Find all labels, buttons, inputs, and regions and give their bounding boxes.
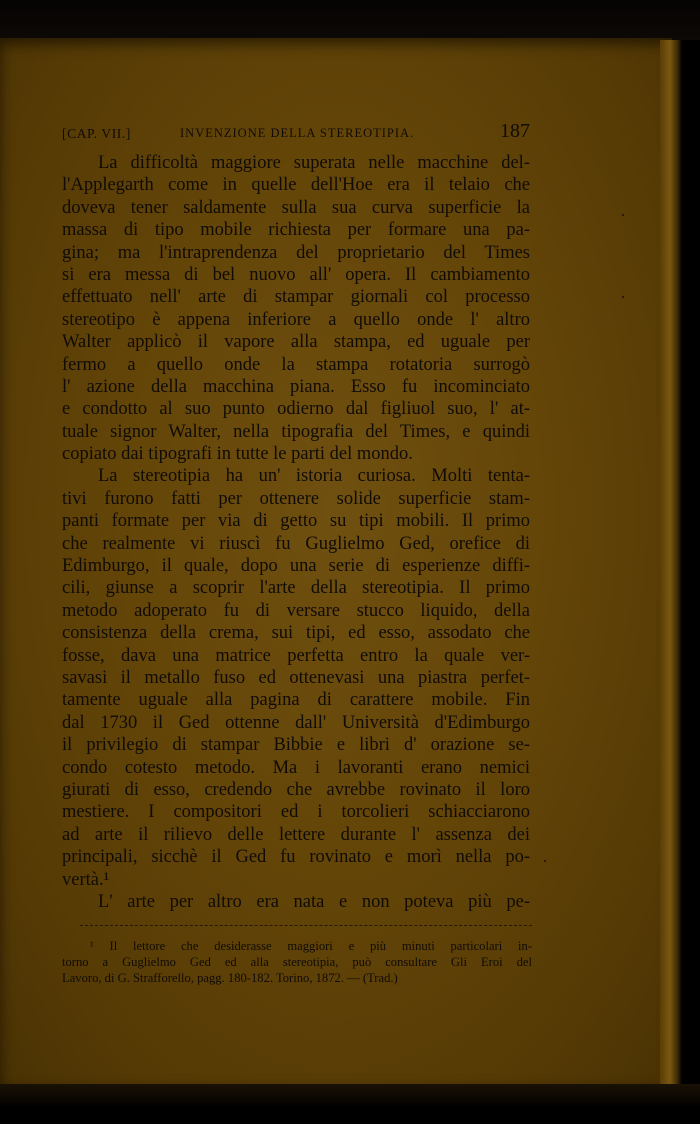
page-number: 187	[500, 120, 530, 142]
footnote	[62, 938, 532, 986]
text-line: e condotto al suo punto odierno dal figliuol suo, l' at-	[62, 399, 530, 420]
page-speck	[622, 214, 624, 216]
text-line: panti formate per via di getto su tipi mobili. Il primo	[62, 511, 530, 532]
text-line: fosse, dava una matrice perfetta entro la quale ver-	[62, 645, 530, 666]
text-line: gina; ma l'intraprendenza del proprietario del Times	[62, 242, 530, 263]
footnote-line: torno a Guglielmo Ged ed alla stereotipia, può consultare Gli Eroi del	[62, 955, 532, 969]
text-line: Edimburgo, il quale, dopo una serie di esperienze diffi-	[62, 556, 530, 577]
text-line: dal 1730 il Ged ottenne dall' Università d'Edimburgo	[62, 712, 530, 733]
text-line: principali, sicchè il Ged fu rovinato e morì nella po-	[62, 847, 530, 868]
text-line: tuale signor Walter, nella tipografia del Times, e quindi	[62, 421, 530, 442]
text-line: condo cotesto metodo. Ma i lavoranti erano nemici	[62, 757, 530, 778]
text-line: fermo a quello onde la stampa rotatoria surrogò	[62, 354, 530, 375]
scan-bottom-border	[0, 1084, 700, 1124]
body-text	[62, 152, 530, 913]
page-speck	[622, 296, 624, 298]
text-line: consistenza della crema, sui tipi, ed esso, assodato che	[62, 623, 530, 644]
text-line: tivi furono fatti per ottenere solide superficie stam-	[62, 488, 530, 509]
running-header	[62, 120, 530, 148]
text-line: mestiere. I compositori ed i torcolieri schiacciarono	[62, 802, 530, 823]
footnote-line: ¹ Il lettore che desiderasse maggiori e più minuti particolari in-	[90, 939, 532, 953]
text-line: Walter applicò il vapore alla stampa, ed uguale per	[62, 332, 530, 353]
text-line: copiato dai tipografi in tutte le parti del mondo.	[62, 444, 413, 465]
text-line: doveva tener saldamente sulla sua curva superficie la	[62, 197, 530, 218]
scan-top-border	[0, 0, 700, 40]
text-line: savasi il metallo fuso ed ottenevasi una piastra perfet-	[62, 667, 530, 688]
text-line: vertà.¹	[62, 869, 110, 890]
text-line: La stereotipia ha un' istoria curiosa. Molti tenta-	[98, 466, 530, 487]
text-line: ad arte il rilievo delle lettere durante l' assenza dei	[62, 824, 530, 845]
page-speck	[544, 860, 546, 862]
page-edge	[660, 40, 682, 1090]
text-line: l' azione della macchina piana. Esso fu incominciato	[62, 376, 530, 397]
text-line: metodo adoperato fu di versare stucco liquido, della	[62, 600, 530, 621]
text-line: l'Applegarth come in quelle dell'Hoe era il telaio che	[62, 175, 530, 196]
text-line: La difficoltà maggiore superata nelle macchine del-	[98, 153, 530, 173]
text-line: effettuato nell' arte di stampar giornali col processo	[62, 287, 530, 308]
chapter-label: [CAP. VII.]	[62, 126, 131, 141]
footnote-line: Lavoro, di G. Strafforello, pagg. 180-182. Torino, 1872. — (Trad.)	[62, 971, 398, 985]
text-line: cili, giunse a scoprir l'arte della stereotipia. Il primo	[62, 578, 530, 599]
text-line: stereotipo è appena inferiore a quello onde l' altro	[62, 309, 530, 330]
running-title: INVENZIONE DELLA STEREOTIPIA.	[180, 126, 415, 140]
text-line: il privilegio di stampar Bibbie e libri d' orazione se-	[62, 735, 530, 756]
text-line: si era messa di bel nuovo all' opera. Il cambiamento	[62, 264, 530, 285]
text-line: L' arte per altro era nata e non poteva più pe-	[98, 891, 530, 912]
text-line: massa di tipo mobile richiesta per formare una pa-	[62, 220, 530, 241]
text-line: che realmente vi riuscì fu Guglielmo Ged, orefice di	[62, 533, 530, 554]
text-line: tamente uguale alla pagina di carattere mobile. Fin	[62, 690, 530, 711]
text-line: giurati di esso, credendo che avrebbe rovinato il loro	[62, 779, 530, 800]
footnote-rule	[80, 925, 532, 926]
